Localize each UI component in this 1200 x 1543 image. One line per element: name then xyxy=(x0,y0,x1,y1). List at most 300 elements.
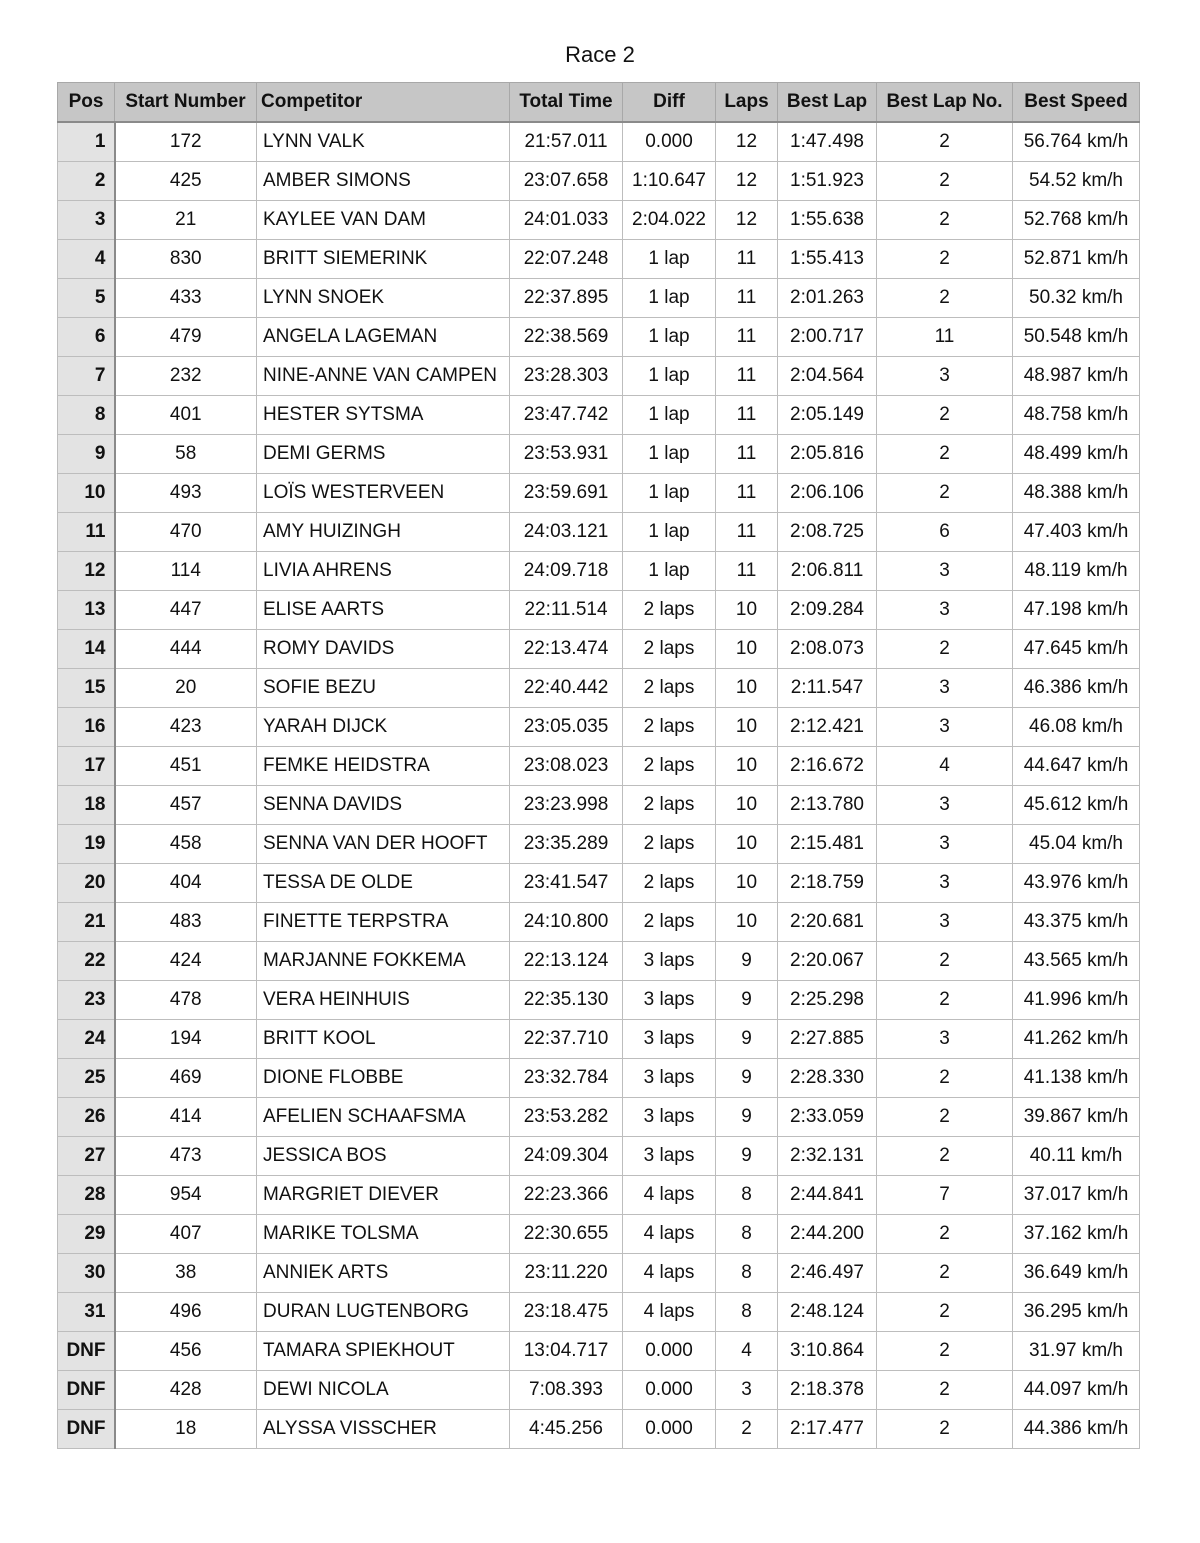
table-row xyxy=(58,630,1140,669)
best-lap-cell: 2:17.477 xyxy=(778,1410,877,1449)
laps-cell: 10 xyxy=(716,747,778,786)
total-time-cell: 23:59.691 xyxy=(510,474,623,513)
best-speed-cell: 36.649 km/h xyxy=(1013,1254,1140,1293)
table-row xyxy=(58,981,1140,1020)
total-time-cell: 22:30.655 xyxy=(510,1215,623,1254)
best-speed-cell: 37.017 km/h xyxy=(1013,1176,1140,1215)
pos-cell: 20 xyxy=(58,864,115,903)
best-lap-no-cell: 2 xyxy=(877,1137,1013,1176)
total-time-cell: 24:03.121 xyxy=(510,513,623,552)
pos-cell: 11 xyxy=(58,513,115,552)
column-header-pos: Pos xyxy=(58,83,115,123)
column-header-best-lap: Best Lap xyxy=(778,83,877,123)
best-lap-no-cell: 3 xyxy=(877,552,1013,591)
total-time-cell: 23:18.475 xyxy=(510,1293,623,1332)
start-number-cell: 425 xyxy=(115,162,257,201)
pos-cell: 30 xyxy=(58,1254,115,1293)
best-lap-no-cell: 3 xyxy=(877,591,1013,630)
best-speed-cell: 43.565 km/h xyxy=(1013,942,1140,981)
diff-cell: 4 laps xyxy=(623,1254,716,1293)
diff-cell: 2 laps xyxy=(623,708,716,747)
table-row xyxy=(58,318,1140,357)
total-time-cell: 22:37.895 xyxy=(510,279,623,318)
start-number-cell: 407 xyxy=(115,1215,257,1254)
diff-cell: 1:10.647 xyxy=(623,162,716,201)
table-row xyxy=(58,1332,1140,1371)
table-row xyxy=(58,1254,1140,1293)
best-lap-no-cell: 2 xyxy=(877,630,1013,669)
table-row xyxy=(58,201,1140,240)
start-number-cell: 456 xyxy=(115,1332,257,1371)
competitor-cell: KAYLEE VAN DAM xyxy=(257,201,510,240)
diff-cell: 4 laps xyxy=(623,1176,716,1215)
competitor-cell: SOFIE BEZU xyxy=(257,669,510,708)
total-time-cell: 22:23.366 xyxy=(510,1176,623,1215)
start-number-cell: 473 xyxy=(115,1137,257,1176)
best-lap-no-cell: 6 xyxy=(877,513,1013,552)
laps-cell: 10 xyxy=(716,669,778,708)
pos-cell: 23 xyxy=(58,981,115,1020)
start-number-cell: 414 xyxy=(115,1098,257,1137)
pos-cell: 28 xyxy=(58,1176,115,1215)
best-lap-no-cell: 4 xyxy=(877,747,1013,786)
laps-cell: 12 xyxy=(716,162,778,201)
total-time-cell: 23:41.547 xyxy=(510,864,623,903)
total-time-cell: 23:53.931 xyxy=(510,435,623,474)
laps-cell: 4 xyxy=(716,1332,778,1371)
table-row xyxy=(58,1410,1140,1449)
laps-cell: 2 xyxy=(716,1410,778,1449)
start-number-cell: 194 xyxy=(115,1020,257,1059)
best-lap-cell: 2:27.885 xyxy=(778,1020,877,1059)
laps-cell: 12 xyxy=(716,201,778,240)
diff-cell: 3 laps xyxy=(623,1020,716,1059)
pos-cell: 1 xyxy=(58,122,115,162)
pos-cell: DNF xyxy=(58,1410,115,1449)
results-body xyxy=(58,122,1140,1449)
pos-cell: 26 xyxy=(58,1098,115,1137)
competitor-cell: DURAN LUGTENBORG xyxy=(257,1293,510,1332)
competitor-cell: LYNN SNOEK xyxy=(257,279,510,318)
best-lap-cell: 2:16.672 xyxy=(778,747,877,786)
best-lap-cell: 1:55.638 xyxy=(778,201,877,240)
table-row xyxy=(58,903,1140,942)
best-lap-no-cell: 2 xyxy=(877,942,1013,981)
table-row xyxy=(58,708,1140,747)
laps-cell: 11 xyxy=(716,318,778,357)
pos-cell: 19 xyxy=(58,825,115,864)
best-speed-cell: 47.403 km/h xyxy=(1013,513,1140,552)
diff-cell: 1 lap xyxy=(623,435,716,474)
best-speed-cell: 40.11 km/h xyxy=(1013,1137,1140,1176)
column-header-laps: Laps xyxy=(716,83,778,123)
table-row xyxy=(58,435,1140,474)
best-lap-no-cell: 3 xyxy=(877,1020,1013,1059)
competitor-cell: MARJANNE FOKKEMA xyxy=(257,942,510,981)
best-lap-cell: 3:10.864 xyxy=(778,1332,877,1371)
start-number-cell: 496 xyxy=(115,1293,257,1332)
table-row xyxy=(58,513,1140,552)
start-number-cell: 954 xyxy=(115,1176,257,1215)
diff-cell: 1 lap xyxy=(623,513,716,552)
laps-cell: 11 xyxy=(716,279,778,318)
competitor-cell: MARIKE TOLSMA xyxy=(257,1215,510,1254)
competitor-cell: LOÏS WESTERVEEN xyxy=(257,474,510,513)
best-lap-cell: 2:08.073 xyxy=(778,630,877,669)
laps-cell: 10 xyxy=(716,708,778,747)
total-time-cell: 22:13.474 xyxy=(510,630,623,669)
pos-cell: 13 xyxy=(58,591,115,630)
start-number-cell: 444 xyxy=(115,630,257,669)
diff-cell: 0.000 xyxy=(623,1410,716,1449)
competitor-cell: ANGELA LAGEMAN xyxy=(257,318,510,357)
column-header-best-speed: Best Speed xyxy=(1013,83,1140,123)
best-speed-cell: 50.32 km/h xyxy=(1013,279,1140,318)
pos-cell: 6 xyxy=(58,318,115,357)
best-lap-no-cell: 2 xyxy=(877,1059,1013,1098)
start-number-cell: 451 xyxy=(115,747,257,786)
pos-cell: 16 xyxy=(58,708,115,747)
laps-cell: 9 xyxy=(716,942,778,981)
laps-cell: 11 xyxy=(716,552,778,591)
laps-cell: 9 xyxy=(716,981,778,1020)
best-speed-cell: 41.138 km/h xyxy=(1013,1059,1140,1098)
competitor-cell: TAMARA SPIEKHOUT xyxy=(257,1332,510,1371)
table-header-row xyxy=(58,83,1140,123)
pos-cell: DNF xyxy=(58,1332,115,1371)
competitor-cell: AMBER SIMONS xyxy=(257,162,510,201)
pos-cell: 21 xyxy=(58,903,115,942)
best-lap-no-cell: 2 xyxy=(877,201,1013,240)
competitor-cell: FINETTE TERPSTRA xyxy=(257,903,510,942)
total-time-cell: 23:32.784 xyxy=(510,1059,623,1098)
pos-cell: 18 xyxy=(58,786,115,825)
best-lap-no-cell: 11 xyxy=(877,318,1013,357)
diff-cell: 4 laps xyxy=(623,1215,716,1254)
laps-cell: 10 xyxy=(716,825,778,864)
laps-cell: 11 xyxy=(716,513,778,552)
best-speed-cell: 31.97 km/h xyxy=(1013,1332,1140,1371)
laps-cell: 11 xyxy=(716,396,778,435)
competitor-cell: ROMY DAVIDS xyxy=(257,630,510,669)
diff-cell: 1 lap xyxy=(623,552,716,591)
best-speed-cell: 56.764 km/h xyxy=(1013,122,1140,162)
best-speed-cell: 48.499 km/h xyxy=(1013,435,1140,474)
pos-cell: 8 xyxy=(58,396,115,435)
pos-cell: 15 xyxy=(58,669,115,708)
total-time-cell: 23:07.658 xyxy=(510,162,623,201)
start-number-cell: 483 xyxy=(115,903,257,942)
best-speed-cell: 47.645 km/h xyxy=(1013,630,1140,669)
best-lap-cell: 2:44.841 xyxy=(778,1176,877,1215)
start-number-cell: 20 xyxy=(115,669,257,708)
best-lap-no-cell: 2 xyxy=(877,981,1013,1020)
laps-cell: 8 xyxy=(716,1215,778,1254)
best-lap-cell: 2:48.124 xyxy=(778,1293,877,1332)
pos-cell: 10 xyxy=(58,474,115,513)
best-lap-no-cell: 7 xyxy=(877,1176,1013,1215)
start-number-cell: 447 xyxy=(115,591,257,630)
total-time-cell: 21:57.011 xyxy=(510,122,623,162)
table-row xyxy=(58,1371,1140,1410)
diff-cell: 2 laps xyxy=(623,786,716,825)
best-lap-no-cell: 3 xyxy=(877,903,1013,942)
competitor-cell: NINE-ANNE VAN CAMPEN xyxy=(257,357,510,396)
best-lap-cell: 2:05.149 xyxy=(778,396,877,435)
diff-cell: 0.000 xyxy=(623,122,716,162)
table-row xyxy=(58,1293,1140,1332)
table-row xyxy=(58,162,1140,201)
total-time-cell: 23:11.220 xyxy=(510,1254,623,1293)
column-header-competitor: Competitor xyxy=(257,83,510,123)
best-speed-cell: 45.612 km/h xyxy=(1013,786,1140,825)
diff-cell: 1 lap xyxy=(623,240,716,279)
best-lap-cell: 2:46.497 xyxy=(778,1254,877,1293)
best-lap-cell: 1:55.413 xyxy=(778,240,877,279)
best-lap-no-cell: 2 xyxy=(877,1098,1013,1137)
competitor-cell: DEMI GERMS xyxy=(257,435,510,474)
best-lap-no-cell: 3 xyxy=(877,825,1013,864)
total-time-cell: 22:35.130 xyxy=(510,981,623,1020)
laps-cell: 10 xyxy=(716,591,778,630)
start-number-cell: 470 xyxy=(115,513,257,552)
diff-cell: 2 laps xyxy=(623,825,716,864)
total-time-cell: 23:35.289 xyxy=(510,825,623,864)
best-speed-cell: 37.162 km/h xyxy=(1013,1215,1140,1254)
page-title: Race 2 xyxy=(565,42,635,67)
pos-cell: DNF xyxy=(58,1371,115,1410)
table-row xyxy=(58,1020,1140,1059)
best-lap-no-cell: 2 xyxy=(877,1215,1013,1254)
diff-cell: 0.000 xyxy=(623,1332,716,1371)
table-row xyxy=(58,1176,1140,1215)
best-lap-cell: 1:47.498 xyxy=(778,122,877,162)
best-lap-cell: 2:12.421 xyxy=(778,708,877,747)
start-number-cell: 433 xyxy=(115,279,257,318)
best-speed-cell: 44.097 km/h xyxy=(1013,1371,1140,1410)
competitor-cell: TESSA DE OLDE xyxy=(257,864,510,903)
laps-cell: 11 xyxy=(716,357,778,396)
laps-cell: 10 xyxy=(716,864,778,903)
table-row xyxy=(58,396,1140,435)
table-row xyxy=(58,942,1140,981)
total-time-cell: 23:23.998 xyxy=(510,786,623,825)
laps-cell: 11 xyxy=(716,240,778,279)
pos-cell: 12 xyxy=(58,552,115,591)
table-row xyxy=(58,474,1140,513)
laps-cell: 10 xyxy=(716,786,778,825)
best-lap-cell: 2:18.378 xyxy=(778,1371,877,1410)
laps-cell: 11 xyxy=(716,435,778,474)
laps-cell: 11 xyxy=(716,474,778,513)
laps-cell: 10 xyxy=(716,630,778,669)
competitor-cell: AMY HUIZINGH xyxy=(257,513,510,552)
total-time-cell: 22:40.442 xyxy=(510,669,623,708)
column-header-best-lap-no: Best Lap No. xyxy=(877,83,1013,123)
pos-cell: 5 xyxy=(58,279,115,318)
best-lap-no-cell: 2 xyxy=(877,474,1013,513)
total-time-cell: 13:04.717 xyxy=(510,1332,623,1371)
best-speed-cell: 48.119 km/h xyxy=(1013,552,1140,591)
total-time-cell: 23:47.742 xyxy=(510,396,623,435)
best-lap-no-cell: 2 xyxy=(877,240,1013,279)
pos-cell: 3 xyxy=(58,201,115,240)
diff-cell: 3 laps xyxy=(623,942,716,981)
best-lap-cell: 2:09.284 xyxy=(778,591,877,630)
competitor-cell: DEWI NICOLA xyxy=(257,1371,510,1410)
best-speed-cell: 43.976 km/h xyxy=(1013,864,1140,903)
diff-cell: 2 laps xyxy=(623,747,716,786)
best-lap-cell: 2:06.106 xyxy=(778,474,877,513)
best-speed-cell: 47.198 km/h xyxy=(1013,591,1140,630)
best-lap-no-cell: 2 xyxy=(877,279,1013,318)
start-number-cell: 458 xyxy=(115,825,257,864)
best-lap-no-cell: 2 xyxy=(877,396,1013,435)
diff-cell: 3 laps xyxy=(623,981,716,1020)
competitor-cell: HESTER SYTSMA xyxy=(257,396,510,435)
best-speed-cell: 48.758 km/h xyxy=(1013,396,1140,435)
competitor-cell: VERA HEINHUIS xyxy=(257,981,510,1020)
competitor-cell: ELISE AARTS xyxy=(257,591,510,630)
diff-cell: 2 laps xyxy=(623,903,716,942)
start-number-cell: 232 xyxy=(115,357,257,396)
best-lap-no-cell: 2 xyxy=(877,122,1013,162)
laps-cell: 8 xyxy=(716,1254,778,1293)
start-number-cell: 830 xyxy=(115,240,257,279)
competitor-cell: AFELIEN SCHAAFSMA xyxy=(257,1098,510,1137)
laps-cell: 9 xyxy=(716,1098,778,1137)
best-speed-cell: 48.388 km/h xyxy=(1013,474,1140,513)
start-number-cell: 457 xyxy=(115,786,257,825)
best-lap-no-cell: 2 xyxy=(877,1293,1013,1332)
table-row xyxy=(58,1098,1140,1137)
start-number-cell: 423 xyxy=(115,708,257,747)
total-time-cell: 24:10.800 xyxy=(510,903,623,942)
laps-cell: 8 xyxy=(716,1176,778,1215)
best-lap-no-cell: 3 xyxy=(877,669,1013,708)
pos-cell: 9 xyxy=(58,435,115,474)
diff-cell: 1 lap xyxy=(623,474,716,513)
best-lap-no-cell: 2 xyxy=(877,1254,1013,1293)
best-lap-no-cell: 2 xyxy=(877,162,1013,201)
start-number-cell: 404 xyxy=(115,864,257,903)
diff-cell: 3 laps xyxy=(623,1098,716,1137)
table-row xyxy=(58,357,1140,396)
pos-cell: 4 xyxy=(58,240,115,279)
table-row xyxy=(58,747,1140,786)
table-row xyxy=(58,825,1140,864)
start-number-cell: 493 xyxy=(115,474,257,513)
table-row xyxy=(58,240,1140,279)
competitor-cell: ALYSSA VISSCHER xyxy=(257,1410,510,1449)
diff-cell: 2 laps xyxy=(623,864,716,903)
competitor-cell: SENNA VAN DER HOOFT xyxy=(257,825,510,864)
best-lap-no-cell: 2 xyxy=(877,1332,1013,1371)
best-speed-cell: 46.08 km/h xyxy=(1013,708,1140,747)
diff-cell: 2:04.022 xyxy=(623,201,716,240)
best-lap-cell: 2:44.200 xyxy=(778,1215,877,1254)
start-number-cell: 172 xyxy=(115,122,257,162)
table-row xyxy=(58,1215,1140,1254)
laps-cell: 9 xyxy=(716,1059,778,1098)
pos-cell: 17 xyxy=(58,747,115,786)
pos-cell: 31 xyxy=(58,1293,115,1332)
competitor-cell: JESSICA BOS xyxy=(257,1137,510,1176)
table-row xyxy=(58,1059,1140,1098)
best-speed-cell: 52.768 km/h xyxy=(1013,201,1140,240)
best-lap-no-cell: 3 xyxy=(877,786,1013,825)
diff-cell: 1 lap xyxy=(623,396,716,435)
laps-cell: 9 xyxy=(716,1020,778,1059)
best-speed-cell: 44.386 km/h xyxy=(1013,1410,1140,1449)
total-time-cell: 22:13.124 xyxy=(510,942,623,981)
total-time-cell: 23:05.035 xyxy=(510,708,623,747)
best-speed-cell: 54.52 km/h xyxy=(1013,162,1140,201)
best-lap-cell: 2:06.811 xyxy=(778,552,877,591)
best-speed-cell: 41.262 km/h xyxy=(1013,1020,1140,1059)
best-lap-no-cell: 3 xyxy=(877,864,1013,903)
pos-cell: 27 xyxy=(58,1137,115,1176)
total-time-cell: 23:28.303 xyxy=(510,357,623,396)
start-number-cell: 21 xyxy=(115,201,257,240)
pos-cell: 29 xyxy=(58,1215,115,1254)
best-speed-cell: 39.867 km/h xyxy=(1013,1098,1140,1137)
table-row xyxy=(58,1137,1140,1176)
best-speed-cell: 45.04 km/h xyxy=(1013,825,1140,864)
start-number-cell: 428 xyxy=(115,1371,257,1410)
best-speed-cell: 43.375 km/h xyxy=(1013,903,1140,942)
best-lap-cell: 2:01.263 xyxy=(778,279,877,318)
start-number-cell: 479 xyxy=(115,318,257,357)
start-number-cell: 58 xyxy=(115,435,257,474)
best-lap-cell: 1:51.923 xyxy=(778,162,877,201)
diff-cell: 3 laps xyxy=(623,1137,716,1176)
best-lap-no-cell: 3 xyxy=(877,357,1013,396)
best-speed-cell: 48.987 km/h xyxy=(1013,357,1140,396)
table-row xyxy=(58,591,1140,630)
competitor-cell: DIONE FLOBBE xyxy=(257,1059,510,1098)
start-number-cell: 469 xyxy=(115,1059,257,1098)
total-time-cell: 23:08.023 xyxy=(510,747,623,786)
total-time-cell: 7:08.393 xyxy=(510,1371,623,1410)
best-lap-cell: 2:15.481 xyxy=(778,825,877,864)
best-lap-cell: 2:20.681 xyxy=(778,903,877,942)
total-time-cell: 24:09.718 xyxy=(510,552,623,591)
start-number-cell: 424 xyxy=(115,942,257,981)
total-time-cell: 22:11.514 xyxy=(510,591,623,630)
total-time-cell: 22:37.710 xyxy=(510,1020,623,1059)
pos-cell: 14 xyxy=(58,630,115,669)
column-header-start-number: Start Number xyxy=(115,83,257,123)
best-lap-cell: 2:04.564 xyxy=(778,357,877,396)
pos-cell: 25 xyxy=(58,1059,115,1098)
start-number-cell: 18 xyxy=(115,1410,257,1449)
best-speed-cell: 36.295 km/h xyxy=(1013,1293,1140,1332)
best-lap-cell: 2:25.298 xyxy=(778,981,877,1020)
competitor-cell: MARGRIET DIEVER xyxy=(257,1176,510,1215)
table-row xyxy=(58,279,1140,318)
table-row xyxy=(58,552,1140,591)
best-lap-cell: 2:08.725 xyxy=(778,513,877,552)
competitor-cell: LYNN VALK xyxy=(257,122,510,162)
table-row xyxy=(58,669,1140,708)
column-header-diff: Diff xyxy=(623,83,716,123)
competitor-cell: FEMKE HEIDSTRA xyxy=(257,747,510,786)
best-speed-cell: 44.647 km/h xyxy=(1013,747,1140,786)
diff-cell: 2 laps xyxy=(623,669,716,708)
diff-cell: 1 lap xyxy=(623,318,716,357)
best-lap-no-cell: 2 xyxy=(877,1371,1013,1410)
